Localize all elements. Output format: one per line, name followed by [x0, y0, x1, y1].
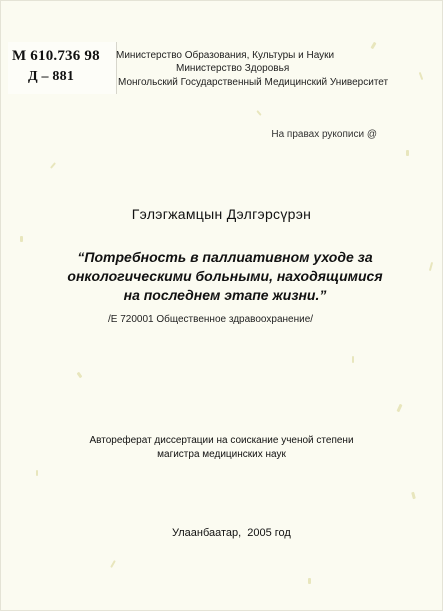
paper-fleck [77, 372, 83, 379]
place-and-year [172, 527, 291, 539]
title-line: онкологическими больными, находящимися [67, 268, 383, 284]
abstract-line: магистра медицинских наук [157, 449, 286, 460]
paper-fleck [406, 150, 409, 156]
paper-fleck [256, 110, 261, 116]
place: Улаанбаатар, [172, 527, 242, 539]
paper-fleck [36, 470, 38, 476]
paper-fleck [411, 492, 416, 500]
author-name: Гэлэгжамцын Дэлгэрсүрэн [131, 206, 312, 222]
paper-fleck [50, 162, 56, 169]
abstract-line: Автореферат диссертации на соискание ученой степени [89, 435, 354, 446]
paper-fleck [429, 262, 433, 271]
paper-fleck [419, 72, 424, 80]
ministry-header-line-2: Министерство Здоровья [176, 63, 290, 74]
abstract-description [0, 434, 443, 462]
paper-fleck [352, 356, 354, 363]
catalog-stamp [8, 42, 117, 94]
year: 2005 год [247, 527, 291, 539]
rights-note: На правах рукописи @ [271, 129, 377, 140]
university-name: Монгольский Государственный Медицинский Университет [118, 77, 389, 88]
paper-fleck [370, 42, 376, 50]
paper-fleck [396, 404, 402, 413]
paper-fleck [110, 560, 116, 568]
catalog-code: М 610.736 98 [12, 48, 100, 64]
title-line: “Потребность в паллиативном уходе за [77, 249, 373, 265]
paper-fleck [308, 578, 311, 584]
catalog-code-secondary: Д – 881 [28, 69, 75, 84]
specialty-code: /Е 720001 Общественное здравоохранение/ [108, 314, 314, 325]
dissertation-title [50, 248, 400, 305]
paper-fleck [20, 236, 23, 242]
ministry-header-line-1: Министерство Образования, Культуры и Науки [116, 50, 335, 61]
title-line: на последнем этапе жизни.” [123, 287, 327, 303]
